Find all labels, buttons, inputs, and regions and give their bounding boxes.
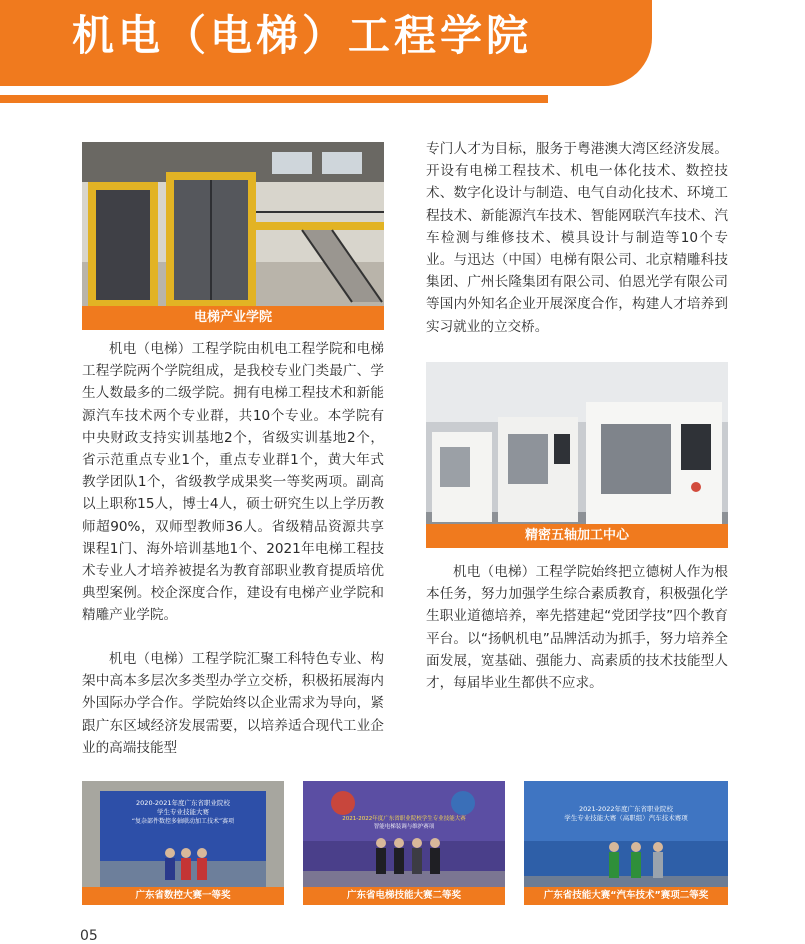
award-banner-line1: 2020-2021年度广东省职业院校 xyxy=(136,799,230,807)
award-photo-elevator xyxy=(303,781,505,905)
elevator-photo-caption: 电梯产业学院 xyxy=(82,306,384,330)
cnc-machines-illustration xyxy=(426,362,728,548)
education-paragraph: 机电（电梯）工程学院始终把立德树人作为根本任务，努力加强学生综合素质教育，积极强化学生职业道德培养，率先搭建起“党团学技”四个教育平台。以“扬帆机电”品牌活动为抓手，努力培养全面发展，宽基础、强能力、高素质的技术技能型人才，每届毕业生都供不应求。 xyxy=(426,564,728,692)
award-banner-line2: 智能电梯装调与维护赛项 xyxy=(373,824,435,830)
award-banner-line2: 学生专业技能大赛（高职组）汽车技术赛项 xyxy=(564,814,688,822)
award-banner-line1: 2021-2022年度广东省职业院校学生专业技能大赛 xyxy=(342,816,466,822)
award-banner-line2: 学生专业技能大赛 xyxy=(157,808,209,816)
award-photo-auto xyxy=(524,781,728,905)
award-photo-cnc xyxy=(82,781,284,905)
header-banner xyxy=(0,0,652,86)
development-paragraph-continued: 专门人才为目标，服务于粤港澳大湾区经济发展。开设有电梯工程技术、机电一体化技术、数控技术、数字化设计与制造、电气自动化技术、环境工程技术、新能源汽车技术、智能网联汽车技术、汽车检测与维修技术、模具设计与制造等10个专业。与迅达（中国）电梯有限公司、北京精雕科技集团、广州长隆集团有限公司、伯恩光学有限公司等国内外知名企业开展深度合作，构建人才培养到实习就业的立交桥。 xyxy=(426,141,728,335)
cnc-photo-caption: 精密五轴加工中心 xyxy=(426,524,728,548)
award-photo-elevator-caption: 广东省电梯技能大赛二等奖 xyxy=(303,887,505,905)
elevator-illustration xyxy=(82,142,384,330)
elevator-photo xyxy=(82,142,384,330)
award-photo-auto-caption: 广东省技能大赛“汽车技术”赛项二等奖 xyxy=(524,887,728,905)
page-number: 05 xyxy=(80,928,98,944)
intro-paragraph: 机电（电梯）工程学院由机电工程学院和电梯工程学院两个学院组成，是我校专业门类最广、学生人数最多的二级学院。拥有电梯工程技术和新能源汽车技术两个专业群，共10个专业。本学院有中央财政支持实训基地2个，省级实训基地2个，省示范重点专业1个，重点专业群1个，黄大年式教学团队1个，省级教学成果奖一等奖两项。副高以上职称15人，博士4人，硕士研究生以上学历教师超90%，双师型教师36人。省级精品资源共享课程1门、海外培训基地1个、2021年电梯工程技术专业人才培养被提名为教育部职业教育提质培优典型案例。校企深度合作，建设有电梯产业学院和精雕产业学院。 xyxy=(82,341,384,624)
page-title: 机电（电梯）工程学院 xyxy=(72,11,533,60)
award-banner-line3: “复杂部件数控多轴联动加工技术”赛项 xyxy=(131,818,235,825)
header-stripe xyxy=(0,95,548,103)
award-banner-line1: 2021-2022年度广东省职业院校 xyxy=(579,805,673,813)
development-paragraph: 机电（电梯）工程学院汇聚工科特色专业、构架中高本多层次多类型办学立交桥，积极拓展海内外国际办学合作。学院始终以企业需求为导向，紧跟广东区域经济发展需要，以培养适合现代工业企业的高端技能型 xyxy=(82,651,384,756)
cnc-photo xyxy=(426,362,728,548)
award-photo-cnc-caption: 广东省数控大赛一等奖 xyxy=(82,887,284,905)
